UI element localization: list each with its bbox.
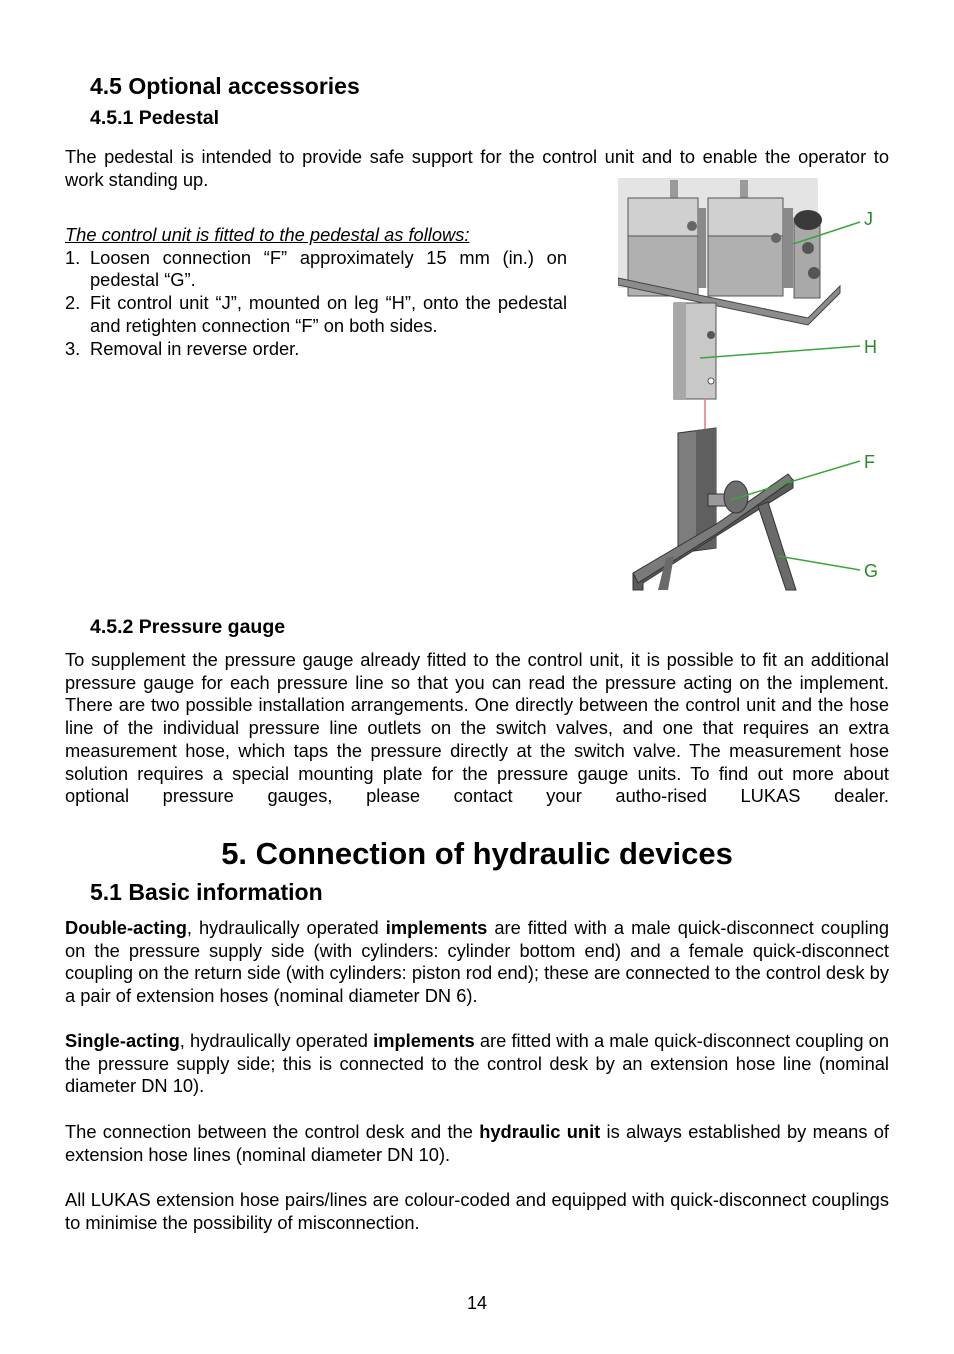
text-run: , hydraulically operated (179, 1030, 374, 1051)
leg-drawing (674, 303, 716, 399)
control-unit-drawing (618, 178, 840, 325)
bold-term: hydraulic unit (479, 1121, 601, 1142)
chapter-heading-5: 5. Connection of hydraulic devices (221, 836, 733, 871)
subsection-heading-4-5-1: 4.5.1 Pedestal (90, 107, 219, 129)
pedestal-drawing (633, 428, 796, 590)
step-number: 1. (65, 246, 81, 268)
list-item (65, 292, 567, 337)
text-run: are fitted with a male quick-disconnect coupling on the pressure supply side (with cylinders: cylinder bottom end) and a female quick-disconnect coupling on the return side (with cylinders: piston rod end); these are connected to the control desk by a pair of extension hoses (nominal diameter DN 6). (65, 917, 889, 1007)
steps-list (65, 247, 567, 361)
page-number: 14 (466, 1293, 488, 1313)
step-text: Loosen connection “F” approximately 15 mm (in.) on pedestal “G”. (90, 246, 567, 291)
list-item (65, 338, 567, 361)
leader-line-f (730, 461, 860, 500)
label-g: G (864, 561, 879, 581)
bold-term: implements (373, 1030, 475, 1051)
paragraph-colour-coded: All LUKAS extension hose pairs/lines are colour-coded and equipped with quick-disconnect couplings to minimise the possibility of misconnection. (65, 1189, 889, 1233)
text-run: are fitted with a male quick-disconnect coupling on the pressure supply side; this is connected to the control desk by an extension hose line (nominal diameter DN 10). (65, 1030, 889, 1097)
pressure-gauge-text: To supplement the pressure gauge already fitted to the control unit, it is possible to fit an additional pressure gauge for each pressure line so that you can read the pressure acting on the implement. There are two possible installation arrangements. One directly between the control unit and the hose line of the individual pressure line outlets on the switch valves, and one that requires an extra measurement hose, which taps the pressure directly at the switch valve. The measurement hose solution requires a special mounting plate for the pressure gauge units. To find out more about optional pressure gauges, please contact your autho-rised LUKAS dealer. (65, 649, 889, 807)
bold-term: Double-acting (65, 917, 187, 938)
section-heading-4-5: 4.5 Optional accessories (90, 73, 360, 99)
subsection-heading-4-5-2: 4.5.2 Pressure gauge (90, 616, 286, 638)
pedestal-steps (65, 224, 567, 360)
step-number: 3. (65, 337, 81, 359)
pedestal-intro: The pedestal is intended to provide safe support for the control unit and to enable the operator to work standing up. (65, 146, 889, 190)
text-run: The connection between the control desk and the (65, 1121, 480, 1142)
pedestal-figure (618, 178, 888, 592)
text-run: , hydraulically operated (186, 917, 386, 938)
steps-title: The control unit is fitted to the pedestal as follows: (65, 224, 470, 245)
list-item (65, 247, 567, 292)
bold-term: implements (385, 917, 488, 938)
paragraph-single-acting (65, 1030, 889, 1098)
paragraph-hydraulic-unit (65, 1121, 889, 1166)
section-heading-5-1: 5.1 Basic information (90, 879, 323, 905)
paragraph-double-acting (65, 917, 889, 1008)
bold-term: Single-acting (65, 1030, 180, 1051)
label-h: H (864, 337, 877, 357)
label-j: J (864, 209, 873, 229)
leader-line-h (700, 346, 860, 358)
text-run: is always established by means of extension hose lines (nominal diameter DN 10). (65, 1121, 890, 1165)
leader-line-g (778, 556, 860, 570)
step-text: Fit control unit “J”, mounted on leg “H”, onto the pedestal and retighten connection “F” on both sides. (90, 292, 567, 336)
label-f: F (864, 452, 875, 472)
step-number: 2. (65, 292, 81, 314)
step-text: Removal in reverse order. (90, 337, 300, 359)
